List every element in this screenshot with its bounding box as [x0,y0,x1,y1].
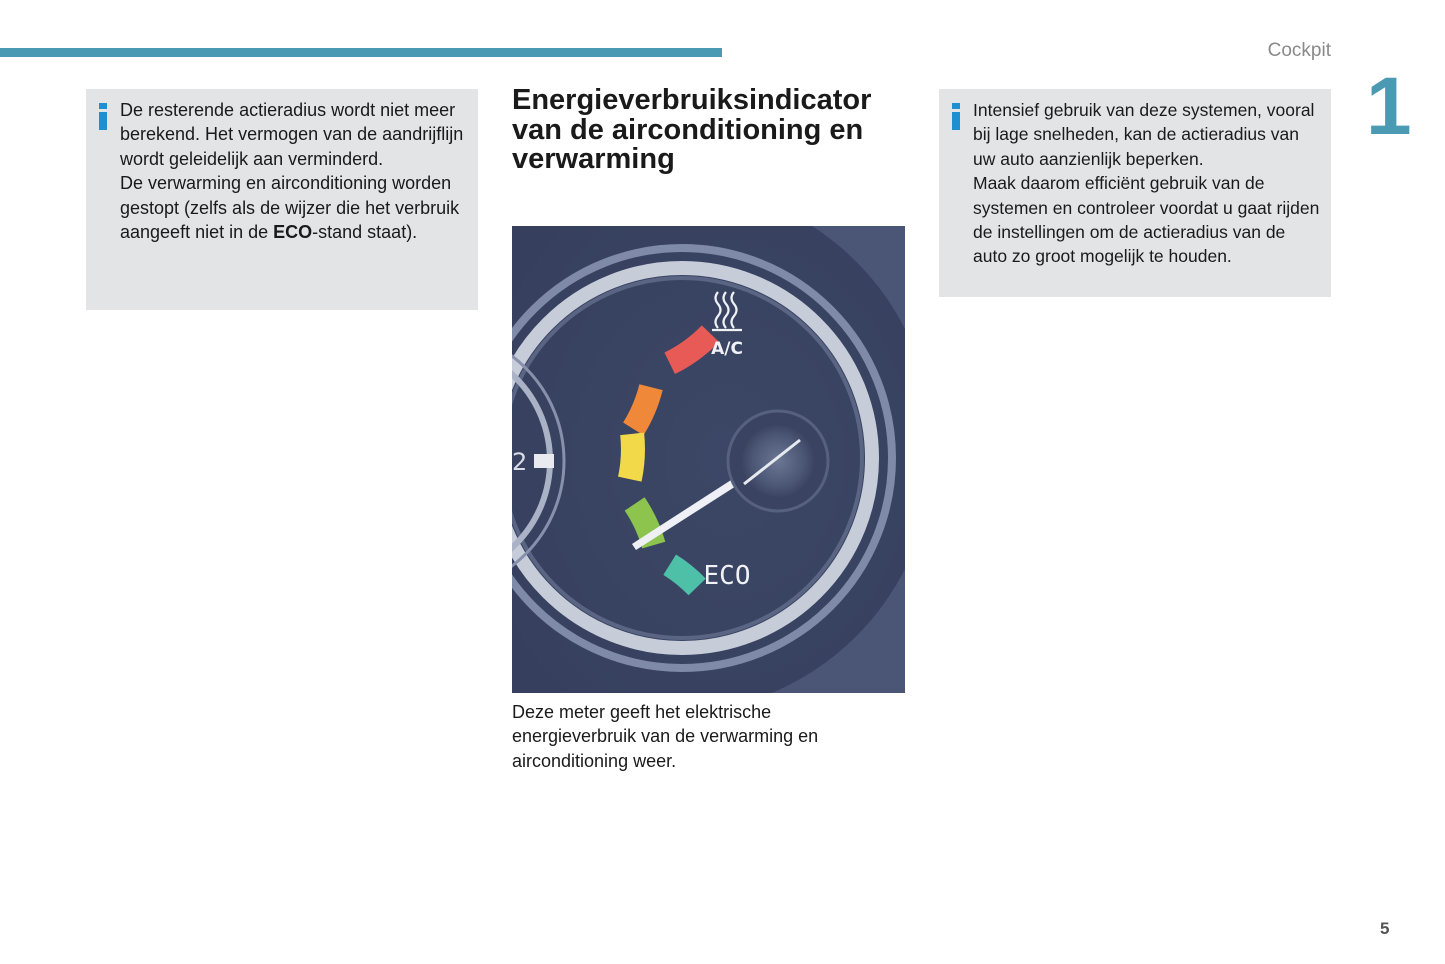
info-icon [98,103,108,131]
note-paragraph: Maak daarom efficiënt gebruik van de systemen en controleer voordat u gaat rijden de instellingen om de actieradius van de auto zo groot mogelijk te houden. [973,173,1320,267]
info-icon [951,103,961,131]
ac-label: A/C [711,339,743,359]
note-paragraph: Intensief gebruik van deze systemen, vooral bij lage snelheden, kan de actieradius van uw auto aanzienlijk beperken. [973,100,1315,169]
note-paragraph: De verwarming en airconditioning worden gestopt (zelfs als de wijzer die het verbruik aangeeft niet in de ECO-stand staat). [120,173,460,243]
header-accent-bar [0,48,722,57]
section-heading: Energieverbruiksindicator van de airconditioning en verwarming [512,84,872,175]
energy-gauge-figure [512,226,905,693]
info-note-text [120,98,470,244]
chapter-number: 1 [1366,61,1412,152]
info-note-left [86,89,478,310]
figure-caption: Deze meter geeft het elektrische energieverbruik van de verwarming en airconditioning weer. [512,702,819,771]
info-note-right [939,89,1331,297]
svg-text:2: 2 [512,448,528,476]
page-number: 5 [1380,919,1390,938]
eco-bold-text: ECO [273,222,313,243]
info-note-text [973,98,1323,269]
section-title: Cockpit [1267,40,1331,61]
gauge-segment [630,434,633,479]
eco-label: ECO [703,561,751,591]
note-paragraph: De resterende actieradius wordt niet meer berekend. Het vermogen van de aandrijflijn wordt geleidelijk aan verminderd. [120,100,464,169]
gauge-illustration [512,226,905,693]
